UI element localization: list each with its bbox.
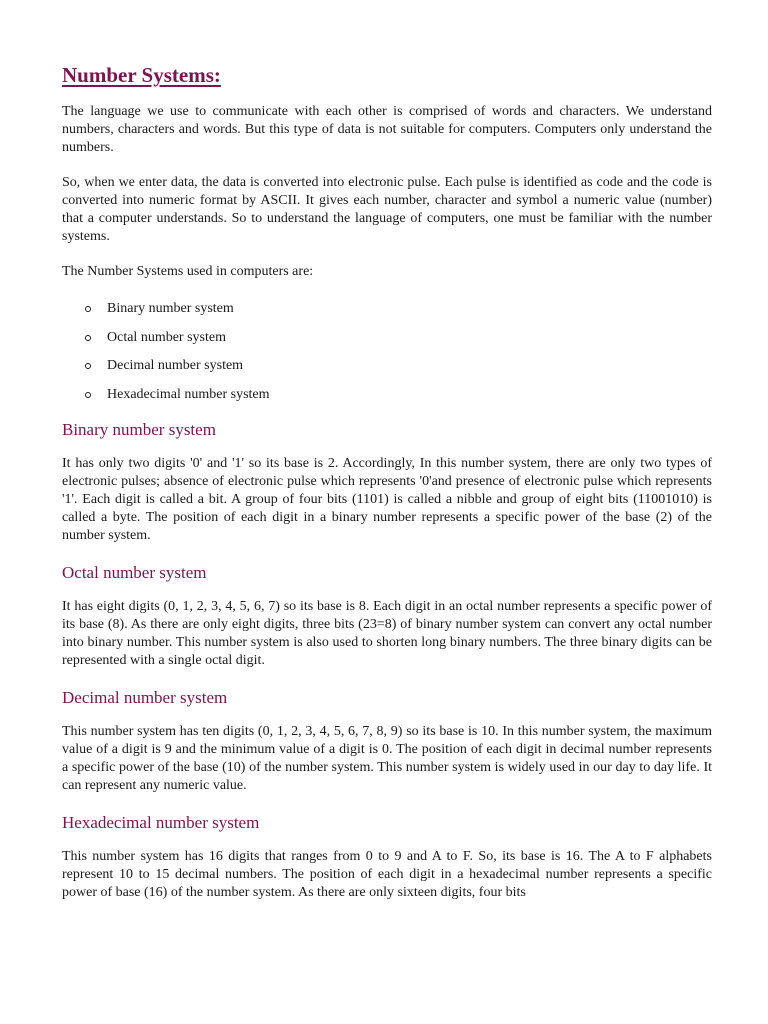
section-heading-decimal: Decimal number system — [62, 687, 228, 707]
section-body-hexadecimal: This number system has 16 digits that ranges from 0 to 9 and A to F. So, its base is 16. The A to F alphabets represent 10 to 15 decimal numbers. The position of each digit in a hexadecimal number represents a specific power of base (16) of the number system. As there are only sixteen digits, four bits — [62, 848, 712, 900]
number-systems-list — [62, 300, 712, 404]
circle-bullet-icon — [85, 335, 91, 341]
intro-paragraph-1: The language we use to communicate with each other is comprised of words and characters. We understand numbers, characters and words. But this type of data is not suitable for computers. Computers only understand the numbers. — [62, 104, 712, 155]
section-heading-hexadecimal: Hexadecimal number system — [62, 812, 260, 832]
list-item-hexadecimal — [85, 386, 712, 404]
list-item-octal — [85, 329, 712, 347]
section-heading-octal: Octal number system — [62, 562, 207, 582]
section-heading-binary: Binary number system — [62, 419, 216, 439]
circle-bullet-icon — [85, 392, 91, 398]
section-body-octal: It has eight digits (0, 1, 2, 3, 4, 5, 6, 7) so its base is 8. Each digit in an octal number represents a specific power of its base (8). As there are only eight digits, three bits (23=8) of binary number system can convert any octal number into binary number. This number system is also used to shorten long binary numbers. The three binary digits can be represented with a single octal digit. — [62, 598, 712, 668]
document-page — [62, 62, 712, 919]
circle-bullet-icon — [85, 363, 91, 369]
list-intro: The Number Systems used in computers are: — [62, 264, 314, 279]
list-item-label: Hexadecimal number system — [107, 386, 270, 402]
page-title: Number Systems: — [62, 63, 221, 87]
list-item-decimal — [85, 357, 712, 375]
circle-bullet-icon — [85, 306, 91, 312]
section-body-decimal: This number system has ten digits (0, 1, 2, 3, 4, 5, 6, 7, 8, 9) so its base is 10. In this number system, the maximum value of a digit is 9 and the minimum value of a digit is 0. The position of each digit in decimal number represents a specific power of the base (10) of the number system. This number system is widely used in our day to day life. It can represent any numeric value. — [62, 723, 712, 793]
list-item-label: Octal number system — [107, 329, 226, 345]
list-item-binary — [85, 300, 712, 318]
section-body-binary: It has only two digits '0' and '1' so its base is 2. Accordingly, In this number system, there are only two types of electronic pulses; absence of electronic pulse which represents '0'and presence of electronic pulse which represents '1'. Each digit is called a bit. A group of four bits (1101) is called a nibble and group of eight bits (11001010) is called a byte. The position of each digit in a binary number represents a specific power of the base (2) of the number system. — [62, 455, 712, 543]
intro-paragraph-2: So, when we enter data, the data is converted into electronic pulse. Each pulse is identified as code and the code is converted into numeric format by ASCII. It gives each number, character and symbol a numeric value (number) that a computer understands. So to understand the language of computers, one must be familiar with the number systems. — [62, 175, 712, 244]
list-item-label: Binary number system — [107, 301, 234, 316]
list-item-label: Decimal number system — [107, 358, 244, 373]
